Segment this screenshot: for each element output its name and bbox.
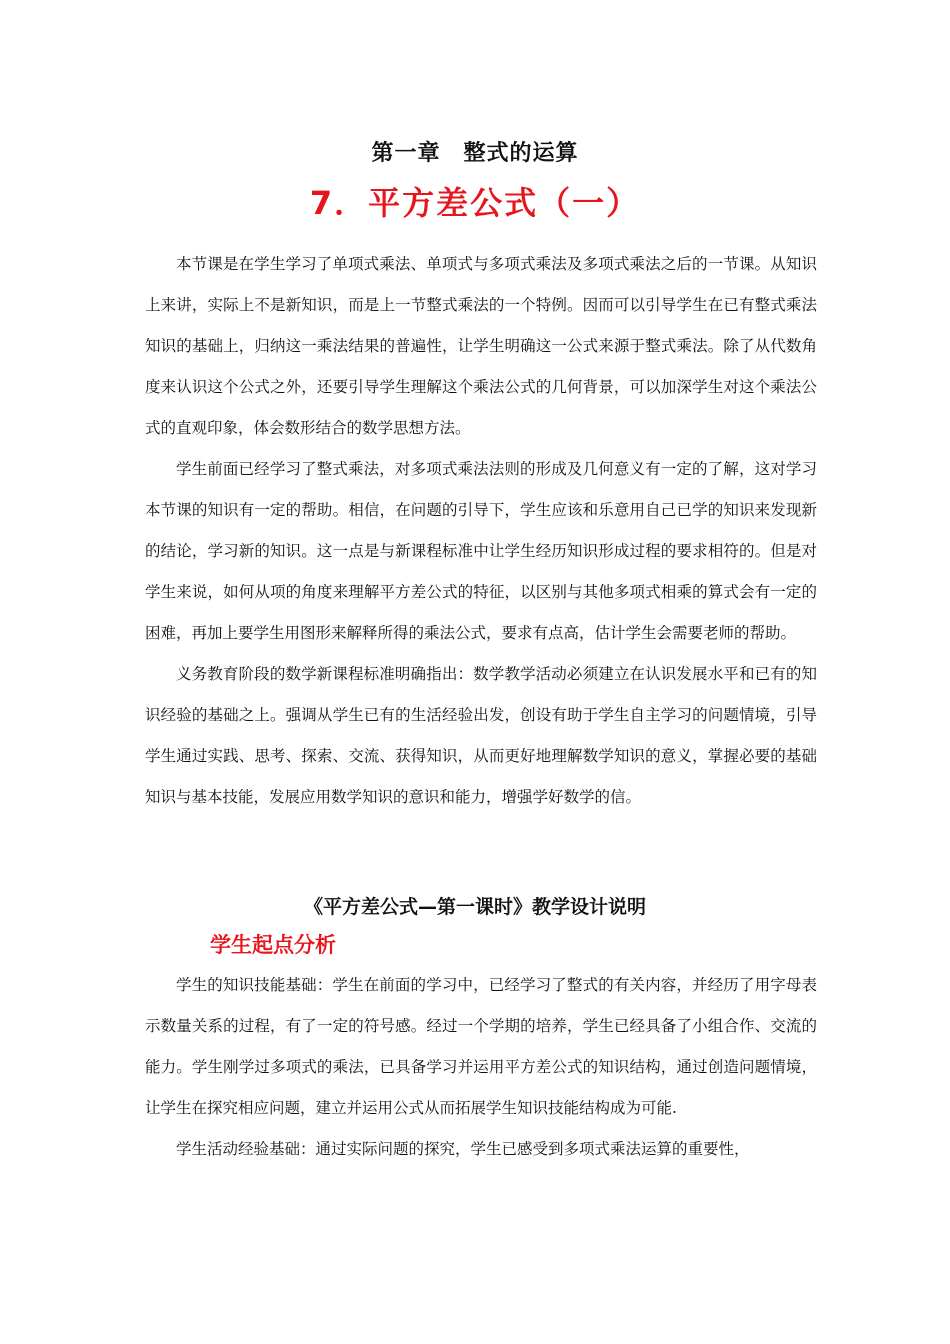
analysis-paragraph-2: 学生活动经验基础：通过实际问题的探究，学生已感受到多项式乘法运算的重要性， xyxy=(176,1140,750,1158)
intro-paragraph-2: 学生前面已经学习了整式乘法，对多项式乘法法则的形成及几何意义有一定的了解，这对学习本节课的知识有一定的帮助。相信，在问题的引导下，学生应该和乐意用自己已学的知识来发现新的结论，学习新的知识。这一点是与新课程标准中让学生经历知识形成过程的要求相符的。但是对学生来说，如何从项的角度来理解平方差公式的特征，以区别与其他多项式相乘的算式会有一定的困难，再加上要学生用图形来解释所得的乘法公式，要求有点高，估计学生会需要老师的帮助。 xyxy=(145,460,817,642)
intro-paragraph-3: 义务教育阶段的数学新课程标准明确指出：数学教学活动必须建立在认识发展水平和已有的知识经验的基础之上。强调从学生已有的生活经验出发，创设有助于学生自主学习的问题情境，引导学生通过实践、思考、探索、交流、获得知识，从而更好地理解数学知识的意义，掌握必要的基础知识与基本技能，发展应用数学知识的意识和能力，增强学好数学的信。 xyxy=(145,665,817,806)
intro-paragraph-1: 本节课是在学生学习了单项式乘法、单项式与多项式乘法及多项式乘法之后的一节课。从知识上来讲，实际上不是新知识，而是上一节整式乘法的一个特例。因而可以引导学生在已有整式乘法知识的基础上，归纳这一乘法结果的普遍性，让学生明确这一公式来源于整式乘法。除了从代数角度来认识这个公式之外，还要引导学生理解这个乘法公式的几何背景，可以加深学生对这个乘法公式的直观印象，体会数形结合的数学思想方法。 xyxy=(145,255,817,437)
chapter-title: 第一章 整式的运算 xyxy=(371,141,579,166)
analysis-text-block xyxy=(145,965,817,1170)
design-title: 《平方差公式—第一课时》教学设计说明 xyxy=(303,896,646,918)
intro-text-block xyxy=(145,244,817,818)
analysis-paragraph-1: 学生的知识技能基础：学生在前面的学习中，已经学习了整式的有关内容，并经历了用字母表示数量关系的过程，有了一定的符号感。经过一个学期的培养，学生已经具备了小组合作、交流的能力。学生刚学过多项式的乘法，已具备学习并运用平方差公式的知识结构，通过创造问题情境，让学生在探究相应问题，建立并运用公式从而拓展学生知识技能结构成为可能. xyxy=(145,976,817,1117)
lesson-title: 7．平方差公式（一） xyxy=(309,184,641,222)
section-heading: 学生起点分析 xyxy=(210,933,336,957)
